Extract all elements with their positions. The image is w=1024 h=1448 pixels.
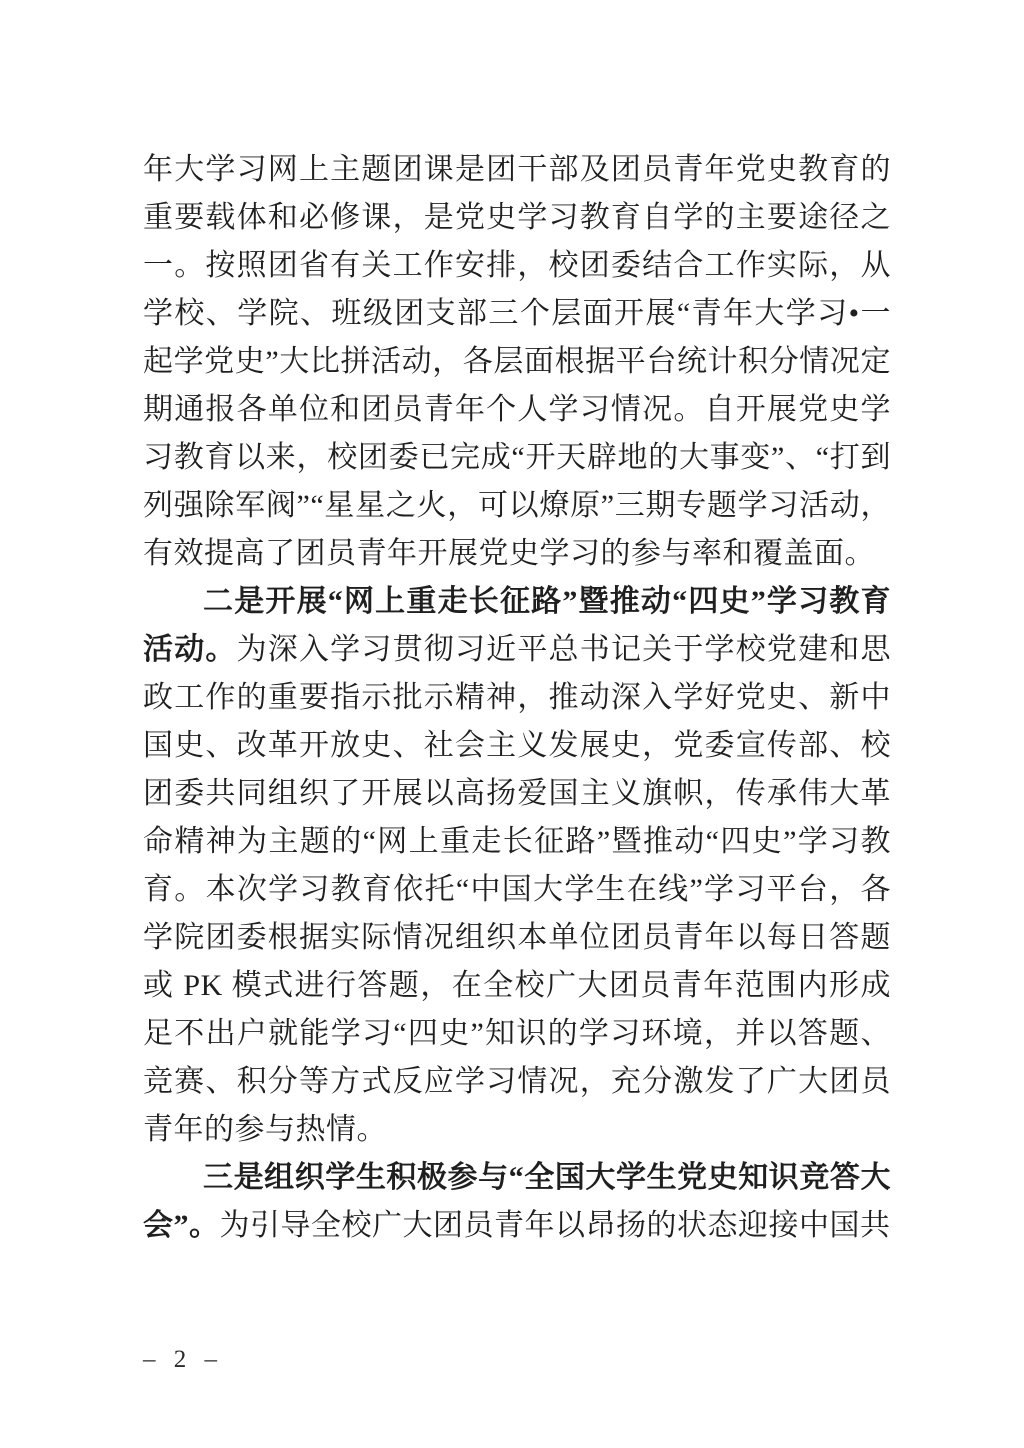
- paragraph-item-two: [143, 578, 891, 1154]
- paragraph-text: 为引导全校广大团员青年以昂扬的状态迎接中国共: [219, 1209, 891, 1242]
- paragraph-item-three: [143, 1154, 891, 1250]
- paragraph-text: 年大学习网上主题团课是团干部及团员青年党史教育的重要载体和必修课，是党史学习教育自学的主要途径之一。按照团省有关工作安排，校团委结合工作实际，从学校、学院、班级团支部三个层面开展“青年大学习•一起学党史”大比拼活动，各层面根据平台统计积分情况定期通报各单位和团员青年个人学习情况。自开展党史学习教育以来，校团委已完成“开天辟地的大事变”、“打到列强除军阀”“星星之火，可以燎原”三期专题学习活动，有效提高了团员青年开展党史学习的参与率和覆盖面。: [143, 153, 891, 570]
- page-number: – 2 –: [143, 1346, 223, 1373]
- paragraph-lead-bold: 二是开展“网上重走长征路”暨推动“四史”学习教育活动。: [143, 585, 891, 666]
- paragraph-continuation: [143, 146, 891, 578]
- paragraph-text: 为深入学习贯彻习近平总书记关于学校党建和思政工作的重要指示批示精神，推动深入学好党史、新中国史、改革开放史、社会主义发展史，党委宣传部、校团委共同组织了开展以高扬爱国主义旗帜，传承伟大革命精神为主题的“网上重走长征路”暨推动“四史”学习教育。本次学习教育依托“中国大学生在线”学习平台，各学院团委根据实际情况组织本单位团员青年以每日答题或 PK 模式进行答题，在全校广大团员青年范围内形成足不出户就能学习“四史”知识的学习环境，并以答题、竞赛、积分等方式反应学习情况，充分激发了广大团员青年的参与热情。: [143, 633, 892, 1146]
- document-body: [143, 146, 891, 1250]
- paragraph-lead-bold: 三是组织学生积极参与“全国大学生党史知识竞答大会”。: [143, 1161, 891, 1242]
